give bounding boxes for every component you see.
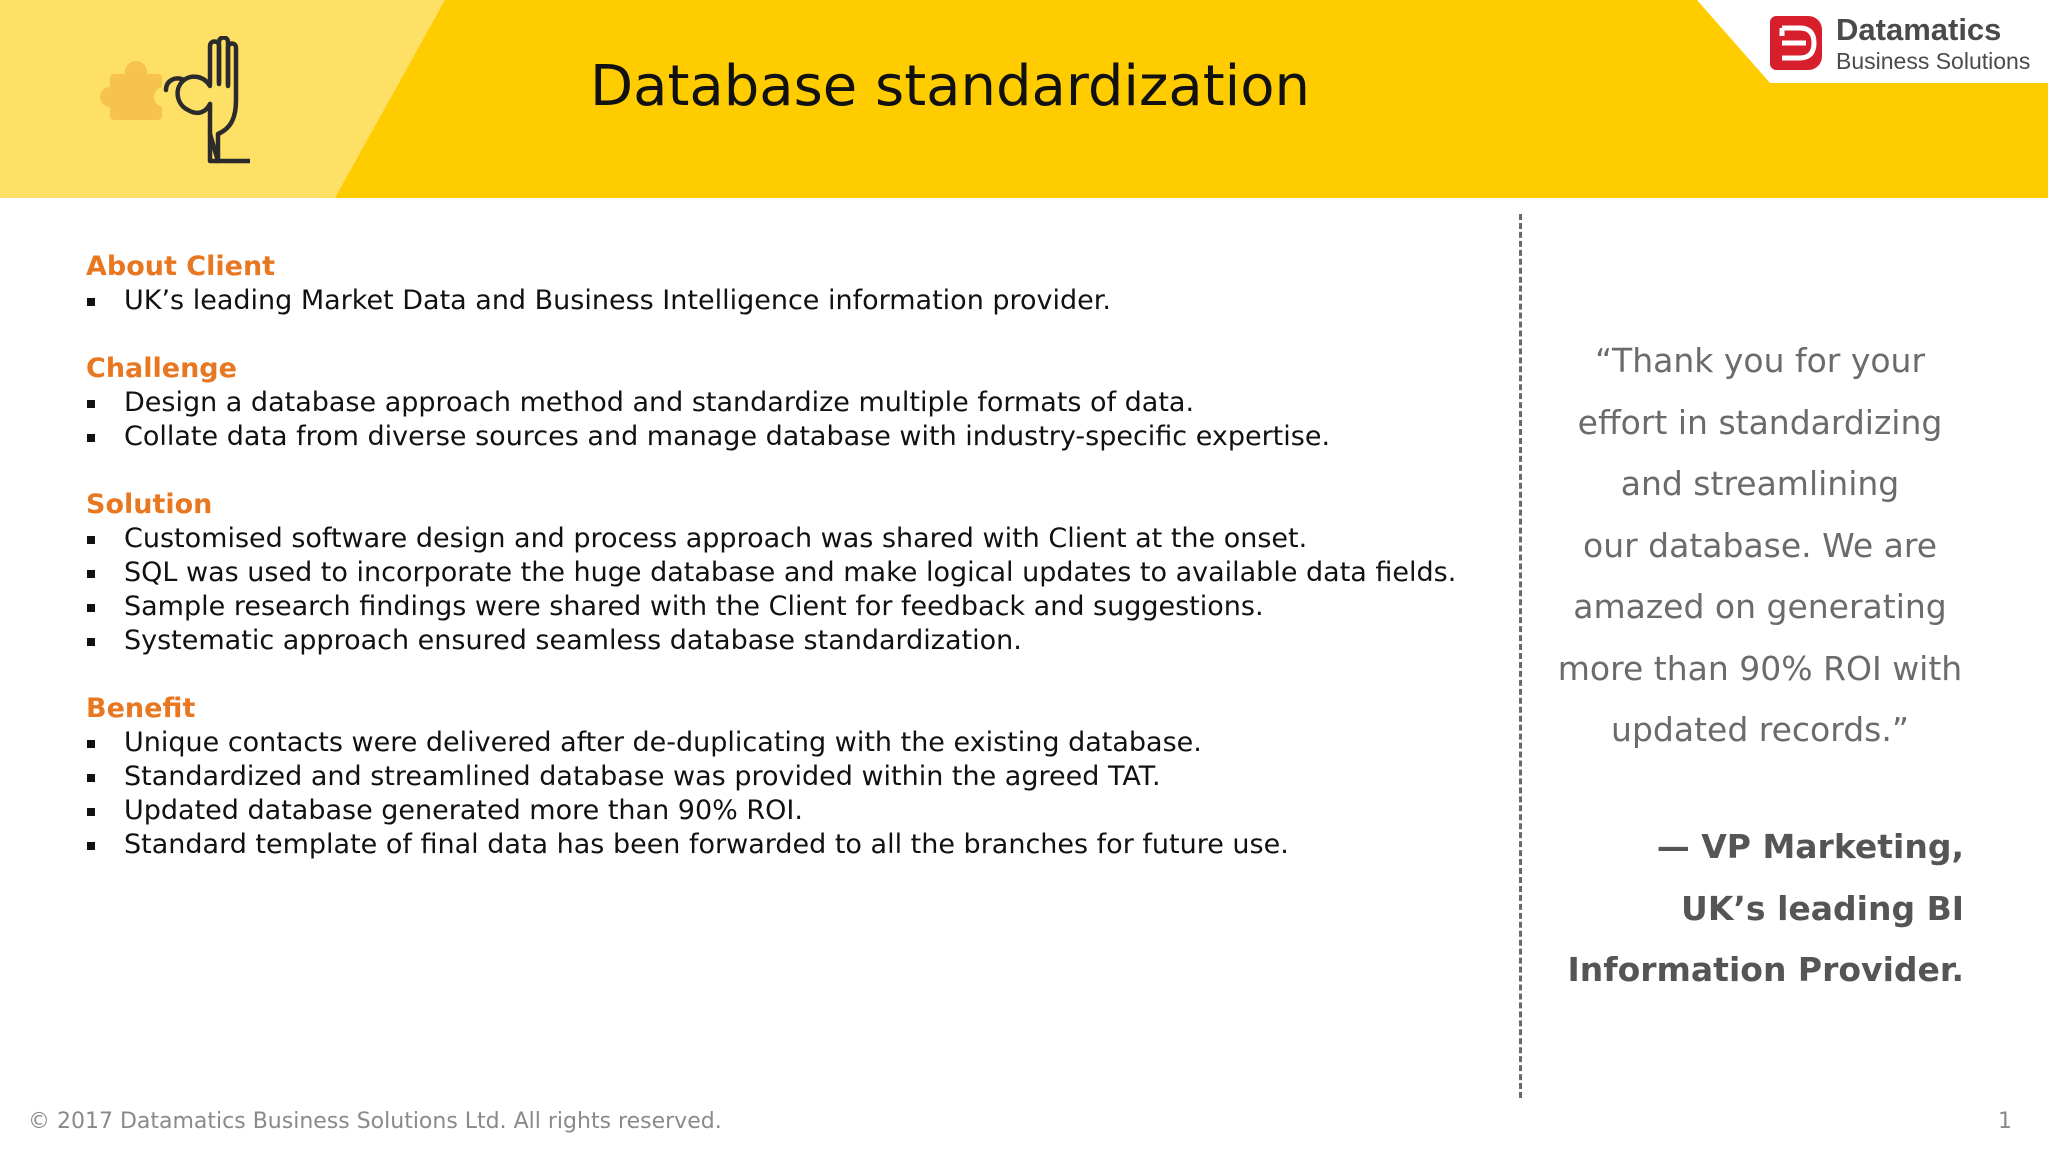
bullet-text: Design a database approach method and standardize multiple formats of data. — [124, 387, 1195, 418]
square-bullet-icon — [87, 808, 95, 816]
testimonial-attribution — [1560, 816, 1964, 1001]
bullet-text: Standardized and streamlined database was provided within the agreed TAT. — [124, 761, 1161, 792]
square-bullet-icon — [87, 434, 95, 442]
section-challenge — [86, 352, 1486, 454]
bullet-list — [86, 522, 1486, 658]
bullet-text: Systematic approach ensured seamless database standardization. — [124, 625, 1022, 656]
section-solution — [86, 488, 1486, 658]
square-bullet-icon — [87, 774, 95, 782]
bullet-item — [86, 522, 1486, 556]
attribution-line: Information Provider. — [1567, 950, 1964, 989]
quote-line: updated records.” — [1611, 710, 1909, 749]
vertical-divider — [1519, 214, 1522, 1098]
bullet-text: SQL was used to incorporate the huge database and make logical updates to available data fields. — [124, 557, 1457, 588]
section-heading: Solution — [86, 489, 213, 520]
bullet-item — [86, 828, 1486, 862]
page-number: 1 — [1998, 1109, 2012, 1134]
logo-name: Datamatics — [1836, 12, 2002, 47]
section-heading: About Client — [86, 251, 276, 282]
case-study-content — [86, 250, 1486, 896]
bullet-list — [86, 386, 1486, 454]
bullet-item — [86, 590, 1486, 624]
quote-line: “Thank you for your — [1594, 341, 1926, 380]
header-band — [0, 0, 2048, 198]
square-bullet-icon — [87, 740, 95, 748]
page-title: Database standardization — [590, 54, 1310, 119]
bullet-list — [86, 284, 1486, 318]
bullet-item — [86, 794, 1486, 828]
square-bullet-icon — [87, 536, 95, 544]
square-bullet-icon — [87, 638, 95, 646]
square-bullet-icon — [87, 842, 95, 850]
square-bullet-icon — [87, 604, 95, 612]
bullet-text: Standard template of final data has been forwarded to all the branches for future use. — [124, 829, 1289, 860]
puzzle-hand-icon — [100, 36, 250, 170]
logo-tagline: Business Solutions — [1836, 48, 2031, 74]
attribution-line: — VP Marketing, — [1656, 827, 1964, 866]
bullet-text: Unique contacts were delivered after de-duplicating with the existing database. — [124, 727, 1202, 758]
quote-line: our database. We are — [1583, 525, 1937, 565]
section-about-client — [86, 250, 1486, 318]
bullet-text: Customised software design and process approach was shared with Client at the onset. — [124, 523, 1308, 554]
quote-line: more than 90% ROI with — [1557, 648, 1963, 688]
bullet-text: Sample research findings were shared with the Client for feedback and suggestions. — [124, 591, 1264, 622]
bullet-text: Updated database generated more than 90% ROI. — [124, 795, 803, 826]
testimonial-quote — [1545, 330, 1975, 761]
bullet-item — [86, 284, 1486, 318]
bullet-item — [86, 726, 1486, 760]
company-logo — [1770, 10, 2031, 76]
quote-line: and streamlining — [1620, 464, 1900, 503]
square-bullet-icon — [87, 298, 95, 306]
section-benefit — [86, 692, 1486, 862]
bullet-text: UK’s leading Market Data and Business Intelligence information provider. — [124, 285, 1111, 316]
bullet-text: Collate data from diverse sources and manage database with industry-specific expertise. — [124, 421, 1331, 452]
bullet-item — [86, 624, 1486, 658]
square-bullet-icon — [87, 570, 95, 578]
quote-line: amazed on generating — [1573, 587, 1947, 626]
bullet-item — [86, 760, 1486, 794]
section-heading: Challenge — [86, 353, 237, 384]
square-bullet-icon — [87, 400, 95, 408]
section-heading: Benefit — [86, 693, 196, 724]
bullet-item — [86, 386, 1486, 420]
attribution-line: UK’s leading BI — [1681, 888, 1964, 928]
datamatics-logo-icon — [1770, 16, 1822, 70]
footer-copyright: © 2017 Datamatics Business Solutions Ltd. All rights reserved. — [28, 1109, 722, 1134]
bullet-list — [86, 726, 1486, 862]
bullet-item — [86, 420, 1486, 454]
bullet-item — [86, 556, 1486, 590]
quote-line: effort in standardizing — [1577, 402, 1943, 442]
